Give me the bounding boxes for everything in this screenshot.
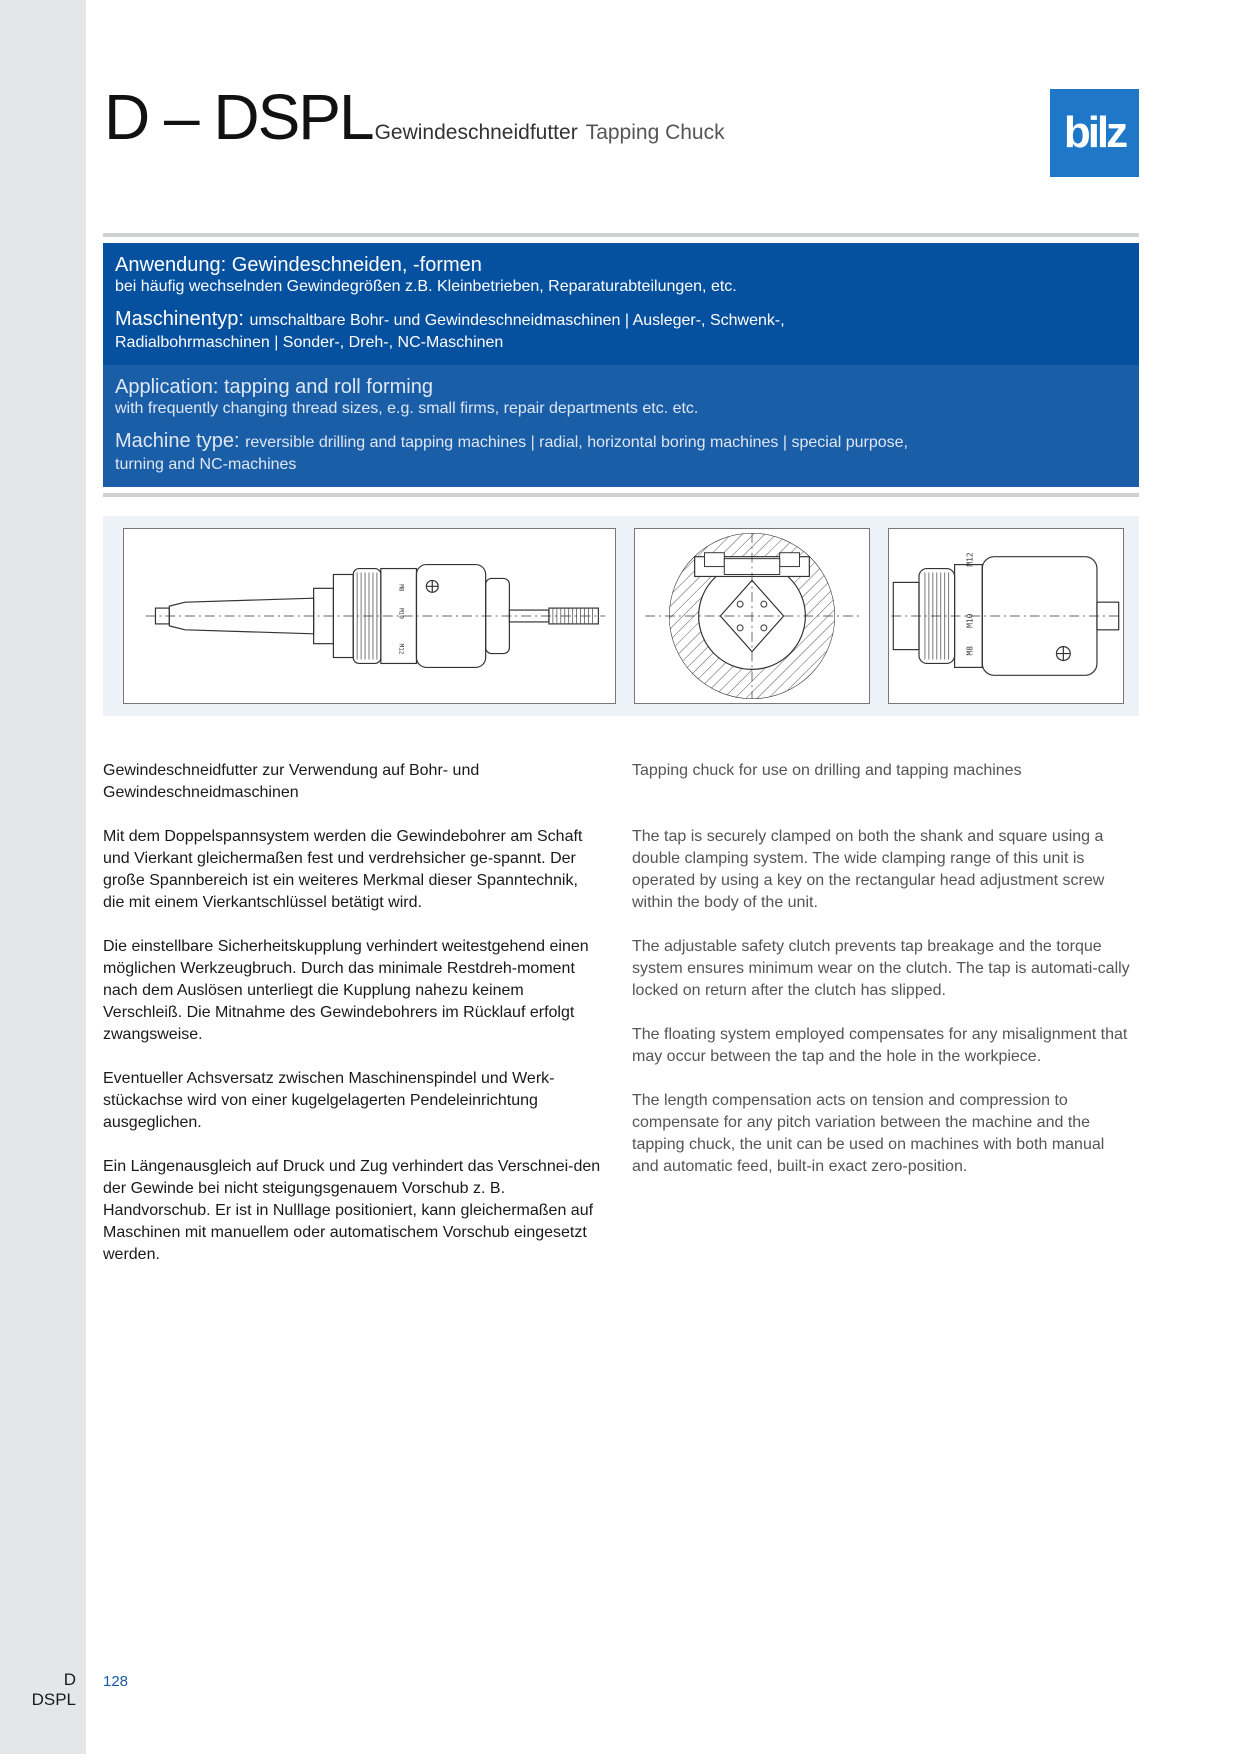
size-mark-m12: M12 xyxy=(397,643,405,655)
machine-text-de-2: Radialbohrmaschinen | Sonder-, Dreh-, NC-Maschinen xyxy=(115,334,504,351)
machine-text-de-1: umschaltbare Bohr- und Gewindeschneidmaschinen | Ausleger-, Schwenk-, xyxy=(249,312,785,329)
paragraph-en-2: The adjustable safety clutch prevents tap breakage and the torque system ensures minimum wear on the clutch. The tap is automati-cally locked on return after the clutch has slipped. xyxy=(632,938,1130,999)
side-code-line-1: D xyxy=(63,1670,76,1689)
heading-en: Tapping chuck for use on drilling and tapping machines xyxy=(632,762,1022,779)
heading-de-line-2: Gewindeschneidmaschinen xyxy=(103,784,299,801)
application-text-de: bei häufig wechselnden Gewindegrößen z.B. Kleinbetrieben, Reparaturabteilungen, etc. xyxy=(115,278,737,295)
technical-drawings xyxy=(103,516,1139,716)
application-heading-de: Anwendung: Gewindeschneiden, -formen xyxy=(115,254,482,276)
side-section-code xyxy=(32,1670,76,1710)
paragraph-de-1: Mit dem Doppelspannsystem werden die Gewindebohrer am Schaft und Vierkant gleichermaßen fest und verdrehsicher ge-spannt. Der große Spannbereich ist ein weiteres Merkmal dieser Spanntechnik, die mit einem Vierkantschlüssel betätigt wird. xyxy=(103,828,583,911)
paragraph-de-4: Ein Längenausgleich auf Druck und Zug verhindert das Verschnei-den der Gewinde bei nicht steigungsgenauem Vorschub z. B. Handvorschub. Er ist in Nulllage positioniert, kann gleichermaßen auf Maschinen mit manuellem oder automatischem Vorschub eingesetzt werden. xyxy=(103,1158,601,1263)
heading-de-line-1: Gewindeschneidfutter zur Verwendung auf Bohr- und xyxy=(103,762,480,779)
size-mark-m8-detail: M8 xyxy=(965,646,975,656)
chuck-detail-drawing xyxy=(889,529,1123,703)
paragraph-en-4: The length compensation acts on tension and compression to compensate for any pitch variation between the machine and the tapping chuck, the unit can be used on machines with both manual and automatic feed, built-in exact zero-position. xyxy=(632,1092,1105,1175)
size-mark-m10: M10 xyxy=(397,608,405,619)
cross-section-drawing xyxy=(635,529,869,703)
title-german: Gewindeschneidfutter xyxy=(374,121,578,144)
heading-de xyxy=(103,760,603,804)
drawing-side-view xyxy=(123,528,616,704)
application-heading-en: Application: tapping and roll forming xyxy=(115,376,433,398)
paragraph-de-2: Die einstellbare Sicherheitskupplung verhindert weitestgehend einen möglichen Werkzeugbruch. Durch das minimale Restdreh-moment nach dem Auslösen unterliegt die Kupplung nahezu keinem Verschleiß. Die Mitnahme des Gewindebohrers im Rücklauf erfolgt zwangsweise. xyxy=(103,938,589,1043)
size-mark-m10-detail: M10 xyxy=(965,613,975,628)
page-title xyxy=(104,80,725,154)
machine-text-en-1: reversible drilling and tapping machines | radial, horizontal boring machines | special purpose, xyxy=(245,434,908,451)
machine-text-en-2: turning and NC-machines xyxy=(115,456,297,473)
title-english: Tapping Chuck xyxy=(585,121,725,144)
size-mark-m12-detail: M12 xyxy=(965,552,975,567)
description-english xyxy=(632,760,1132,1200)
panel-bottom-divider xyxy=(103,493,1139,497)
top-divider xyxy=(103,233,1139,237)
side-strip xyxy=(0,0,86,1754)
machine-heading-en: Machine type: xyxy=(115,430,240,452)
paragraph-en-3: The floating system employed compensates for any misalignment that may occur between the tap and the hole in the workpiece. xyxy=(632,1026,1128,1065)
drawing-detail-view xyxy=(888,528,1124,704)
chuck-side-view-drawing xyxy=(124,529,615,703)
application-panel-german xyxy=(103,243,1139,365)
side-code-line-2: DSPL xyxy=(31,1690,76,1709)
paragraph-de-3: Eventueller Achsversatz zwischen Maschinenspindel und Werk-stückachse wird von einer kugelgelagerten Pendeleinrichtung ausgeglichen. xyxy=(103,1070,555,1131)
description-german xyxy=(103,760,603,1288)
machine-heading-de: Maschinentyp: xyxy=(115,308,244,330)
product-code: D – DSPL xyxy=(104,81,373,153)
paragraph-en-1: The tap is securely clamped on both the shank and square using a double clamping system. The wide clamping range of this unit is operated by using a key on the rectangular head adjustment screw within the body of the unit. xyxy=(632,828,1105,911)
page-number: 128 xyxy=(103,1673,129,1690)
bilz-logo: bilz xyxy=(1050,89,1139,177)
application-text-en: with frequently changing thread sizes, e.g. small firms, repair departments etc. etc. xyxy=(115,400,699,417)
application-panel-english xyxy=(103,365,1139,487)
size-mark-m8: M8 xyxy=(397,584,405,592)
drawing-cross-section xyxy=(634,528,870,704)
